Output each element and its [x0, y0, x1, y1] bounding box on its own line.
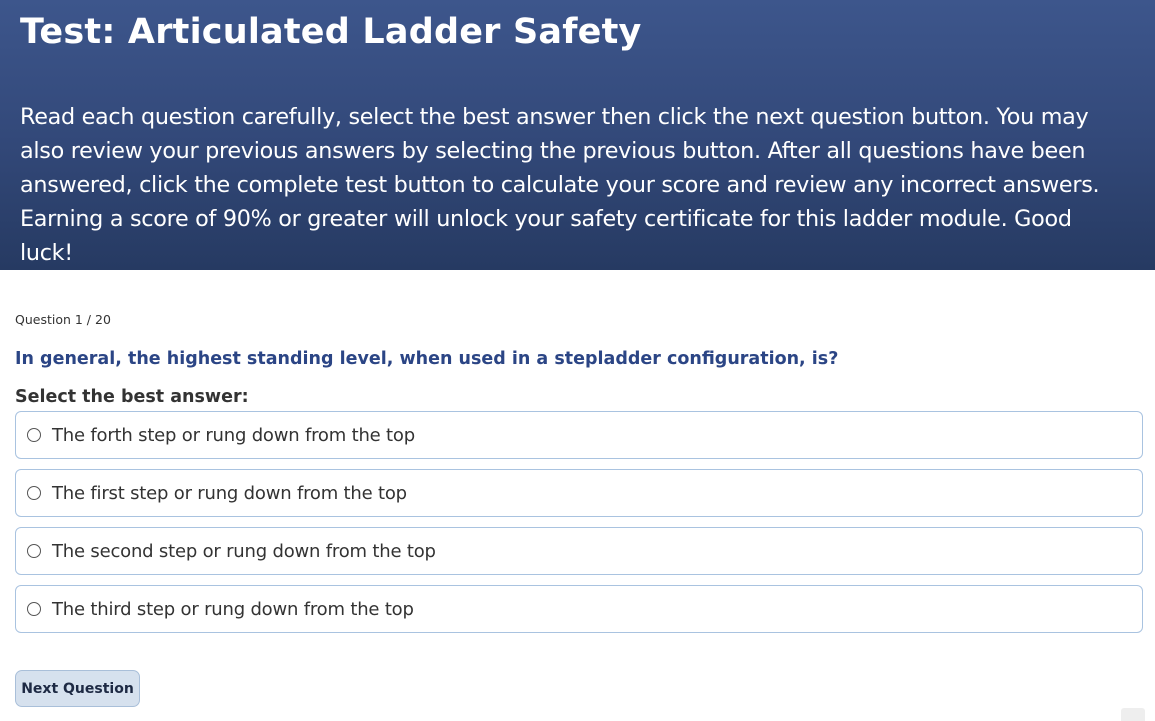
answer-option-label: The third step or rung down from the top	[52, 598, 414, 620]
expand-icon[interactable]	[1121, 708, 1145, 721]
radio-button-icon[interactable]	[27, 544, 41, 558]
next-question-button[interactable]: Next Question	[15, 670, 140, 707]
answer-option-label: The first step or rung down from the top	[52, 482, 407, 504]
answer-option-4[interactable]	[15, 585, 1143, 633]
answer-option-label: The forth step or rung down from the top	[52, 424, 415, 446]
radio-button-icon[interactable]	[27, 602, 41, 616]
test-instructions: Read each question carefully, select the best answer then click the next question button. You may also review your previous answers by selecting the previous button. After all questions have been answered, click the complete test button to calculate your score and review any incorrect answers. Earning a score of 90% or greater will unlock your safety certificate for this ladder module. Good luck!	[20, 104, 1100, 266]
radio-button-icon[interactable]	[27, 428, 41, 442]
answer-option-3[interactable]	[15, 527, 1143, 575]
test-header	[0, 0, 1155, 270]
page-title: Test: Articulated Ladder Safety	[20, 12, 642, 52]
question-panel	[15, 270, 1143, 643]
answer-option-label: The second step or rung down from the top	[52, 540, 436, 562]
radio-button-icon[interactable]	[27, 486, 41, 500]
answer-option-2[interactable]	[15, 469, 1143, 517]
answer-option-1[interactable]	[15, 411, 1143, 459]
question-counter: Question 1 / 20	[15, 312, 111, 327]
answer-options	[15, 411, 1143, 633]
question-text: In general, the highest standing level, when used in a stepladder configuration, is?	[15, 349, 839, 369]
select-answer-label: Select the best answer:	[15, 387, 249, 407]
